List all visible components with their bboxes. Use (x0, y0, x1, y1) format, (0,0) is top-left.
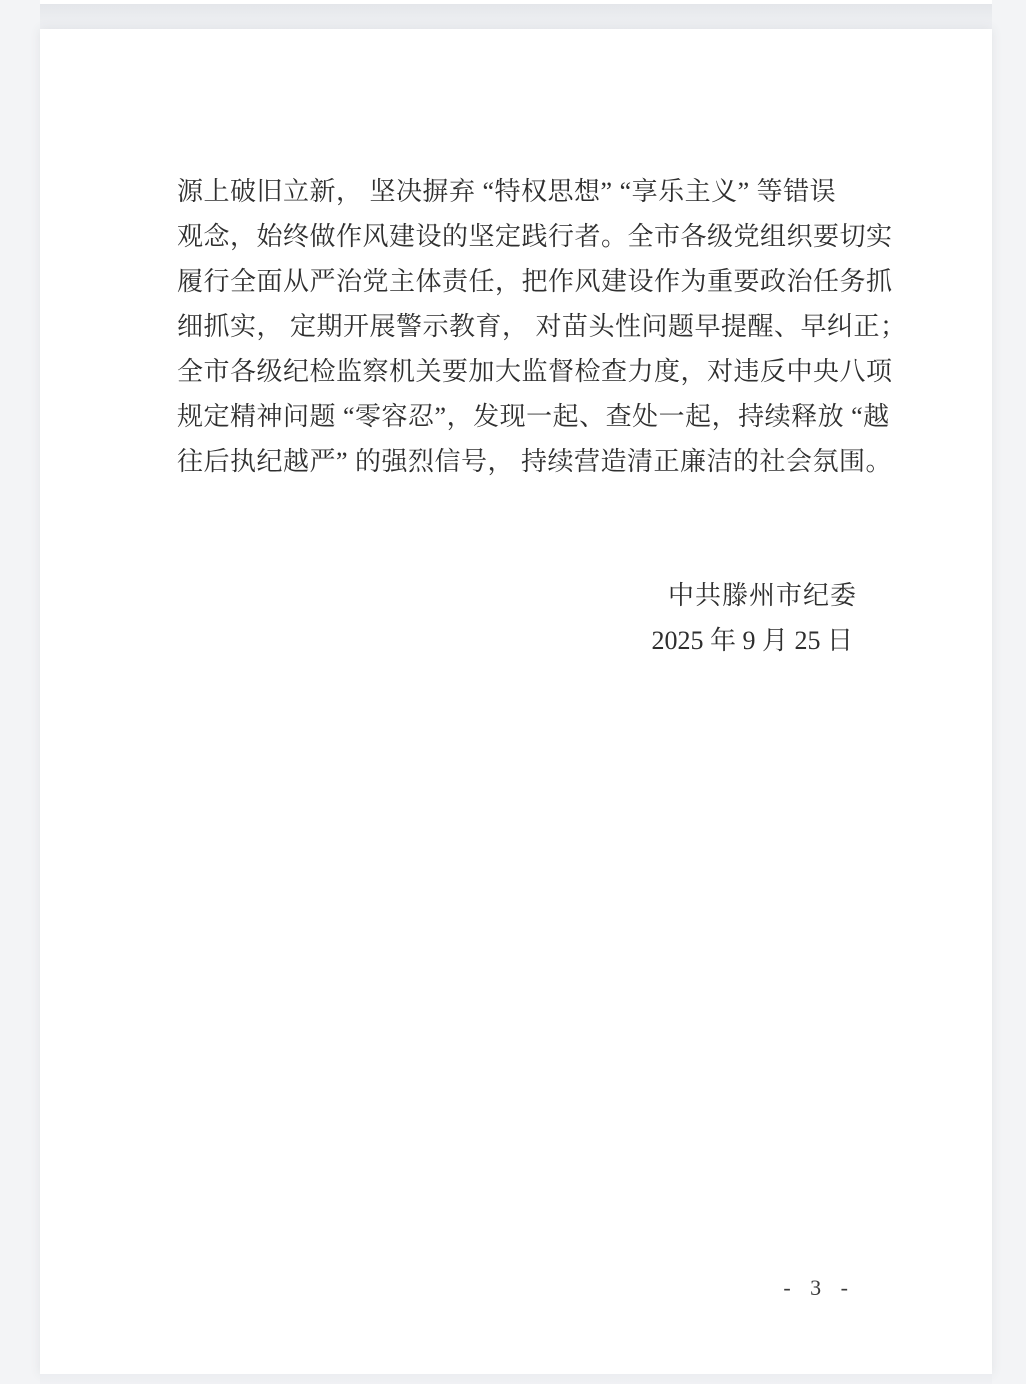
page-number: - 3 - (783, 1275, 855, 1300)
body-line: 规定精神问题 “零容忍”，发现一起、查处一起，持续释放 “越 (177, 402, 890, 431)
body-line: 履行全面从严治党主体责任，把作风建设作为重要政治任务抓 (177, 267, 893, 296)
body-line: 全市各级纪检监察机关要加大监督检查力度，对违反中央八项 (177, 357, 893, 386)
page-gap-shadow-top (40, 4, 992, 29)
page-gap-shadow-bottom (40, 1374, 992, 1384)
document-page (40, 29, 992, 1374)
signature-block (177, 573, 877, 663)
body-line: 观念，始终做作风建设的坚定践行者。全市各级党组织要切实 (177, 222, 893, 251)
signature-organization: 中共滕州市纪委 (667, 581, 857, 610)
body-line: 源上破旧立新， 坚决摒弃 “特权思想” “享乐主义” 等错误 (177, 177, 837, 206)
signature-date: 2025 年 9 月 25 日 (651, 626, 853, 655)
body-paragraph (177, 169, 907, 484)
body-line: 细抓实， 定期开展警示教育， 对苗头性问题早提醒、早纠正； (177, 312, 907, 341)
body-line: 往后执纪越严” 的强烈信号， 持续营造清正廉洁的社会氛围。 (177, 447, 893, 476)
